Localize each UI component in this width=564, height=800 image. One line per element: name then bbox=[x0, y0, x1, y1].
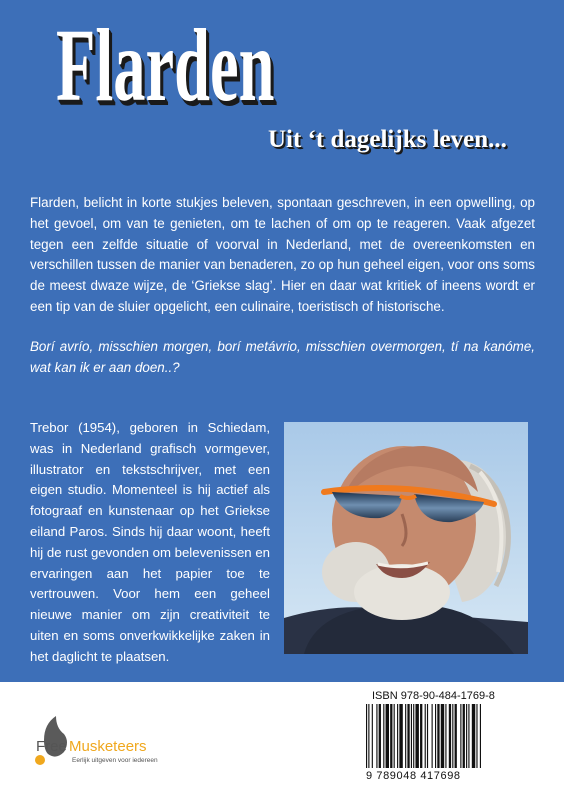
publisher-logo bbox=[30, 712, 190, 772]
publisher-name-free: Free bbox=[36, 738, 67, 755]
publisher-footer bbox=[0, 682, 564, 800]
author-bio-text: Trebor (1954), geboren in Schiedam, was in Nederland grafisch vormgever, illustrator en tekstschrijver, met een eigen studio. Momenteel is hij actief als fotograaf en kunstenaar op het Griekse eiland Paros. Sinds hij daar woont, heeft hij de rust gevonden om belevenissen en ervaringen aan het papier toe te vertrouwen. Voor hem een geheel nieuwe manier om zijn creativiteit te uiten en soms onverkwikkelijke zaken in het daglicht te plaatsen. bbox=[30, 420, 270, 664]
ean-digits: 9 789048 417698 bbox=[366, 770, 461, 782]
barcode-icon bbox=[366, 704, 528, 768]
book-blurb: Flarden, belicht in korte stukjes beleven, spontaan geschreven, in een opwelling, op het gevoel, om van te genieten, om te lachen of om op te reageren. Vaak afgezet tegen een zelfde situatie of voorval in Nederland, met de overeenkomsten en verschillen tussen de manier van benaderen, zo op hun geheel eigen, voor ons soms de meest dwaze wijze, de ‘Griekse slag’. Hier en daar wat kritiek of ineens wordt er een tip van de sluier opgelicht, een culinaire, toeristisch of historische. bbox=[30, 195, 535, 314]
book-subtitle: Uit ‘t dagelijks leven... bbox=[268, 126, 507, 153]
author-photo bbox=[284, 422, 528, 654]
book-quote: Borí avrío, misschien morgen, borí metávrio, misschien overmorgen, tí na kanóme, wat kan ik er aan doen..? bbox=[30, 339, 535, 375]
publisher-tagline: Eerlijk uitgeven voor iedereen bbox=[72, 757, 158, 764]
author-bio bbox=[30, 418, 270, 668]
author-portrait-illustration bbox=[284, 422, 528, 654]
book-title: Flarden bbox=[56, 8, 275, 123]
isbn-label: ISBN 978-90-484-1769-8 bbox=[372, 690, 495, 702]
publisher-name-musketeers: Musketeers bbox=[69, 738, 147, 755]
